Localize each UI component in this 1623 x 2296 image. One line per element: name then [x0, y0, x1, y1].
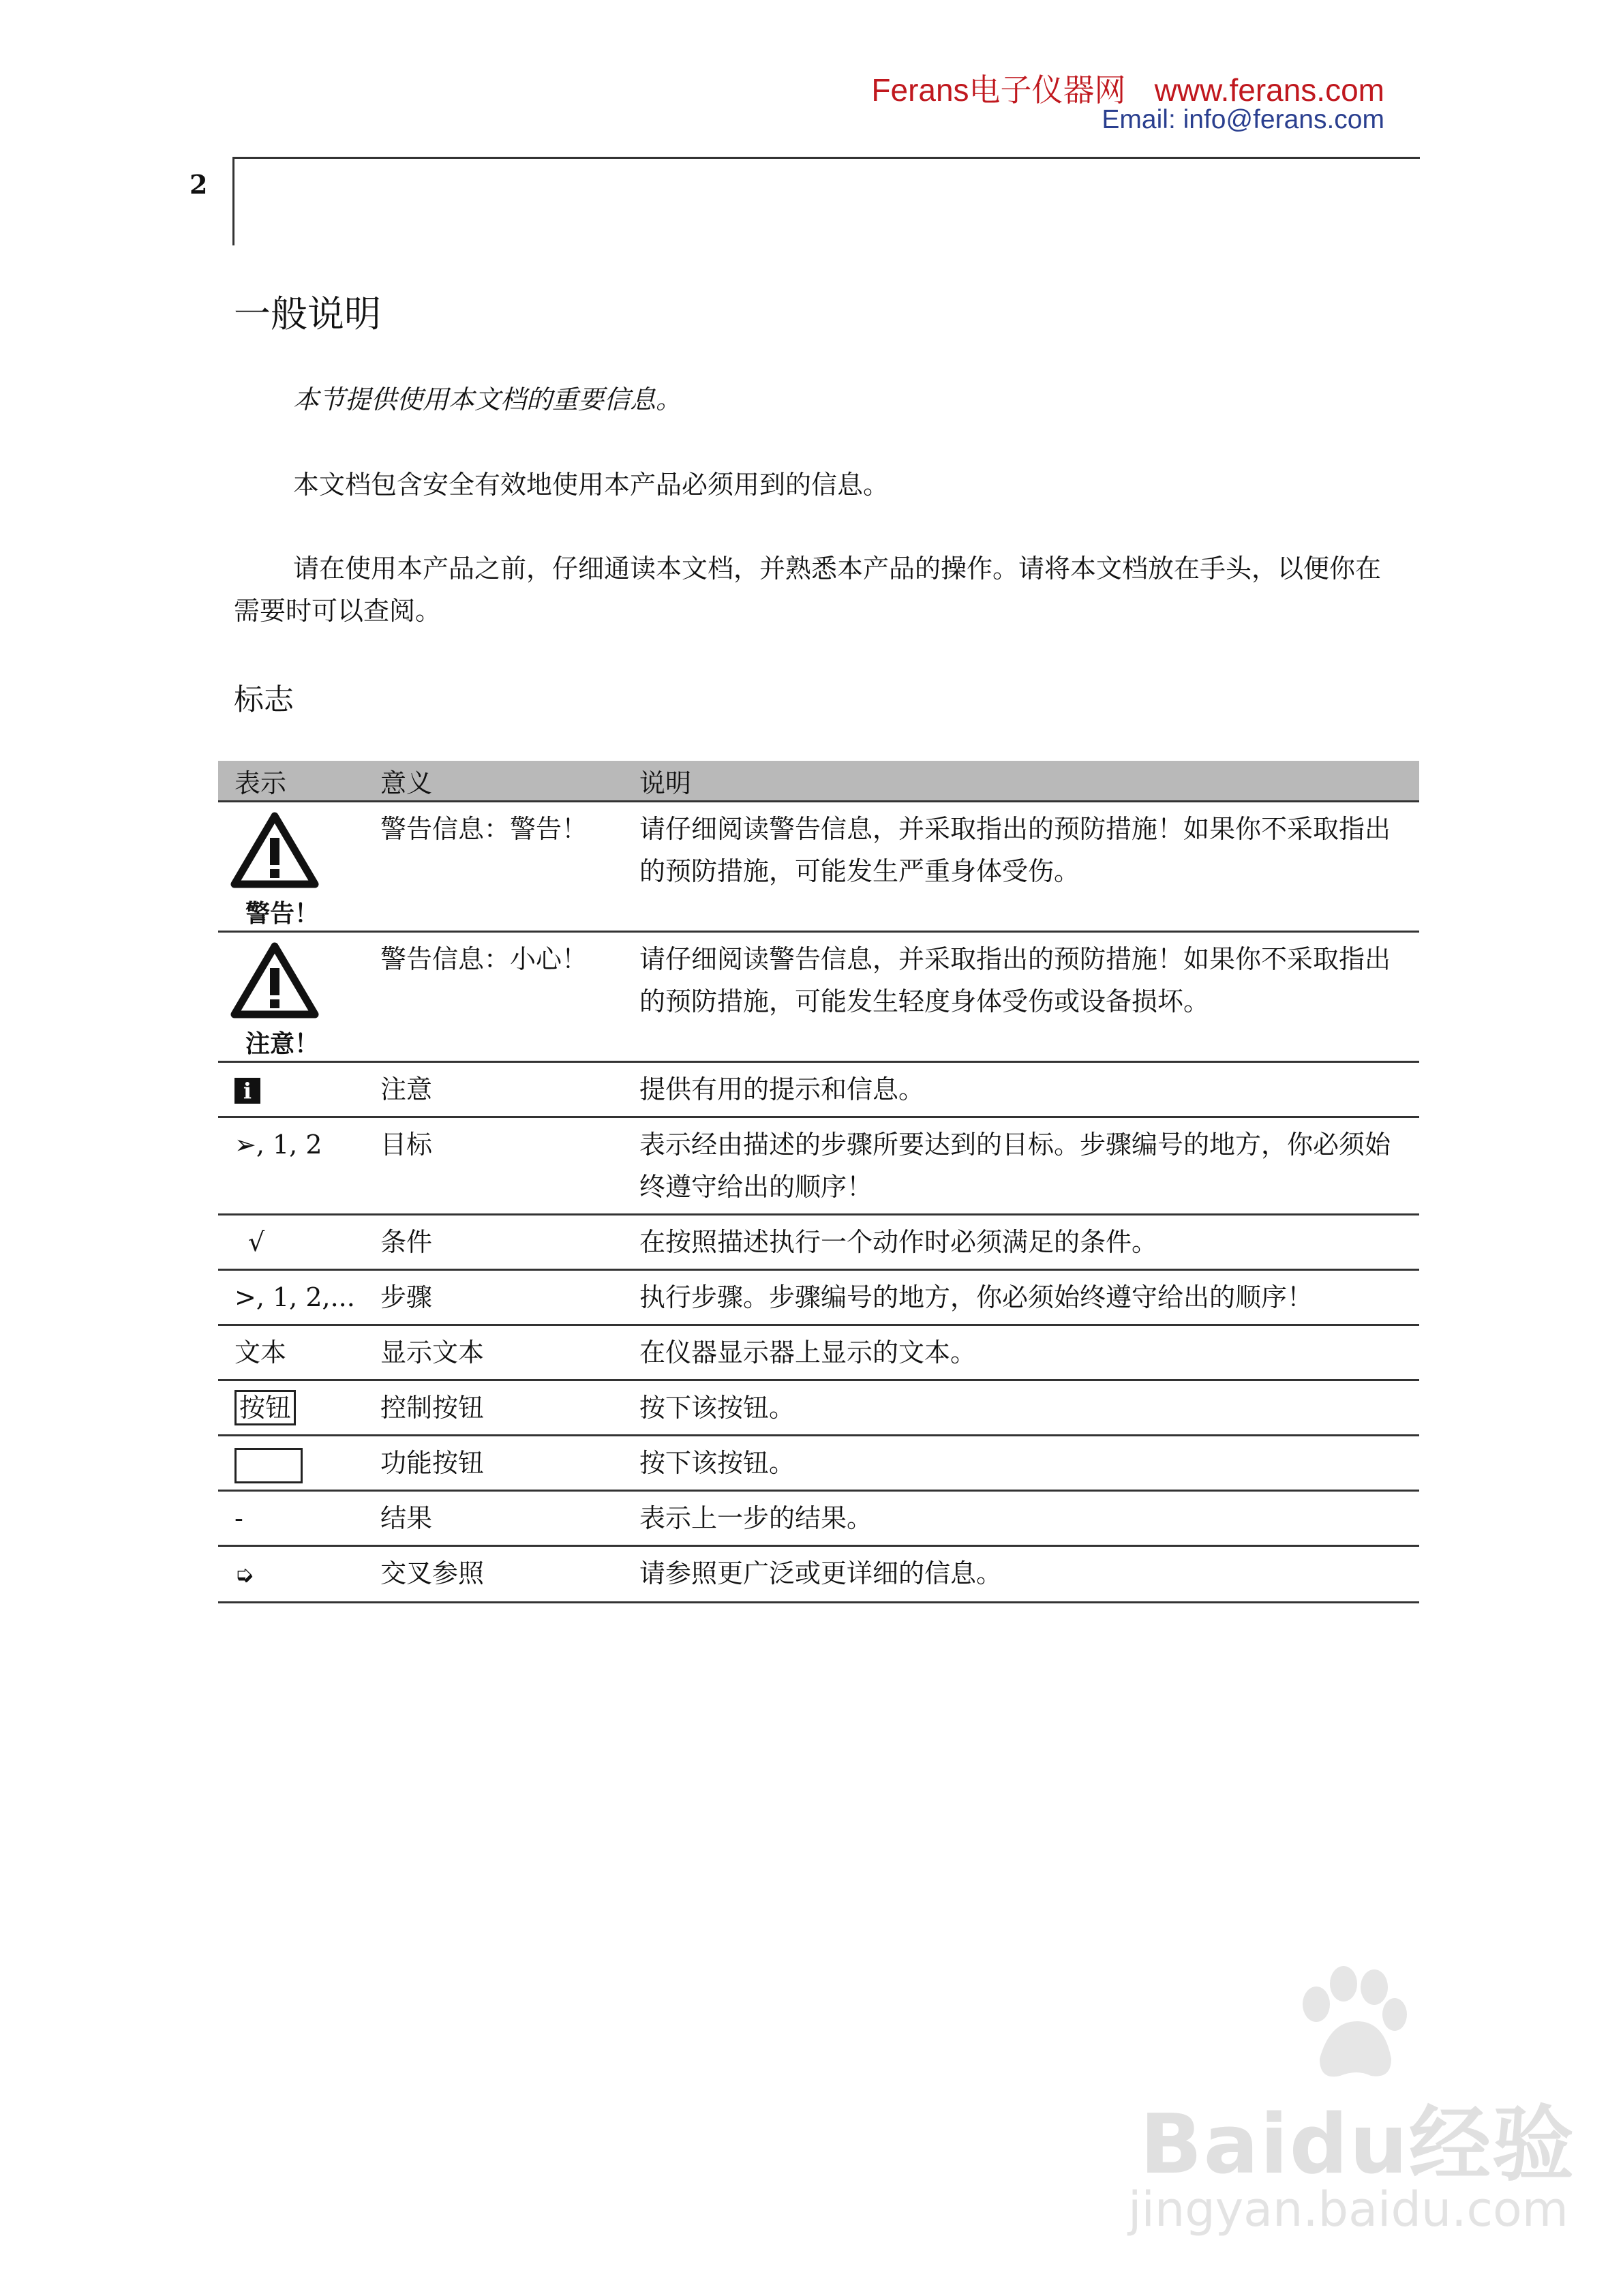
warning-label: 警告！ [245, 900, 320, 928]
description-cell: 在按照描述执行一个动作时必须满足的条件。 [623, 1215, 1419, 1270]
table-row [218, 932, 1419, 1062]
info-icon: i [234, 1078, 260, 1104]
checkmark-icon: √ [248, 1227, 265, 1257]
table-row [218, 1270, 1419, 1325]
paragraph-1: 本文档包含安全有效地使用本产品必须用到的信息。 [293, 470, 890, 500]
watermark-url: jingyan.baidu.com [1128, 2181, 1568, 2237]
table-row [218, 1215, 1419, 1270]
paw-logo-icon [1282, 1963, 1419, 2086]
symbol-cell: ➢, 1, 2 [218, 1117, 364, 1215]
meaning-cell: 条件 [364, 1215, 623, 1270]
symbol-cell [218, 802, 364, 932]
meaning-cell: 功能按钮 [364, 1436, 623, 1491]
brand-name: Ferans电子仪器网 [871, 72, 1126, 108]
table-row [218, 1546, 1419, 1603]
site-url[interactable]: www.ferans.com [1154, 72, 1384, 108]
meaning-cell: 交叉参照 [364, 1546, 623, 1603]
control-button-sample: 按钮 [234, 1390, 296, 1425]
description-cell: 请参照更广泛或更详细的信息。 [623, 1546, 1419, 1603]
description-cell: 请仔细阅读警告信息，并采取指出的预防措施！如果你不采取指出的预防措施，可能发生严重身体受伤。 [623, 802, 1419, 932]
table-header-row [218, 761, 1419, 802]
subsection-title: 标志 [234, 682, 294, 717]
column-header-symbol: 表示 [218, 761, 364, 802]
symbols-table [218, 761, 1419, 1603]
section-intro: 本节提供使用本文档的重要信息。 [293, 384, 682, 414]
table-row [218, 1436, 1419, 1491]
meaning-cell: 警告信息：小心！ [364, 932, 623, 1062]
function-button-sample [234, 1448, 303, 1483]
side-rule [232, 157, 234, 245]
symbol-cell: - [218, 1491, 364, 1546]
table-row [218, 1117, 1419, 1215]
description-cell: 按下该按钮。 [623, 1436, 1419, 1491]
section-title: 一般说明 [234, 292, 381, 335]
meaning-cell: 警告信息：警告！ [364, 802, 623, 932]
header-rule [234, 157, 1420, 159]
symbol-cell [218, 1436, 364, 1491]
symbol-cell: >, 1, 2,... [218, 1270, 364, 1325]
description-cell: 在仪器显示器上显示的文本。 [623, 1325, 1419, 1380]
warning-triangle-icon [230, 812, 319, 888]
meaning-cell: 结果 [364, 1491, 623, 1546]
symbol-cell [218, 1546, 364, 1603]
meaning-cell: 步骤 [364, 1270, 623, 1325]
meaning-cell: 注意 [364, 1062, 623, 1117]
description-cell: 表示经由描述的步骤所要达到的目标。步骤编号的地方，你必须始终遵守给出的顺序！ [623, 1117, 1419, 1215]
header-email[interactable]: Email: info@ferans.com [1102, 105, 1384, 134]
symbol-cell [218, 1062, 364, 1117]
symbol-cell [218, 1215, 364, 1270]
cross-reference-icon: ➭ [234, 1561, 254, 1588]
table-row [218, 1325, 1419, 1380]
description-cell: 按下该按钮。 [623, 1380, 1419, 1436]
column-header-meaning: 意义 [364, 761, 623, 802]
description-cell: 执行步骤。步骤编号的地方，你必须始终遵守给出的顺序！ [623, 1270, 1419, 1325]
caution-label: 注意！ [245, 1030, 320, 1058]
table-row [218, 1062, 1419, 1117]
watermark-logo: Baidu经验 [1140, 2098, 1575, 2192]
symbol-cell [218, 1380, 364, 1436]
symbol-cell: 文本 [218, 1325, 364, 1380]
symbol-cell [218, 932, 364, 1062]
table-row [218, 1380, 1419, 1436]
column-header-description: 说明 [623, 761, 1419, 802]
meaning-cell: 控制按钮 [364, 1380, 623, 1436]
table-row [218, 802, 1419, 932]
meaning-cell: 目标 [364, 1117, 623, 1215]
description-cell: 提供有用的提示和信息。 [623, 1062, 1419, 1117]
description-cell: 表示上一步的结果。 [623, 1491, 1419, 1546]
description-cell: 请仔细阅读警告信息，并采取指出的预防措施！如果你不采取指出的预防措施，可能发生轻度身体受伤或设备损坏。 [623, 932, 1419, 1062]
table-row [218, 1491, 1419, 1546]
warning-triangle-icon [230, 942, 319, 1018]
header-brand [871, 65, 1384, 110]
paragraph-2: 请在使用本产品之前，仔细通读本文档，并熟悉本产品的操作。请将本文档放在手头，以便你在需要时可以查阅。 [234, 554, 1382, 626]
meaning-cell: 显示文本 [364, 1325, 623, 1380]
page-number: 2 [189, 169, 208, 200]
